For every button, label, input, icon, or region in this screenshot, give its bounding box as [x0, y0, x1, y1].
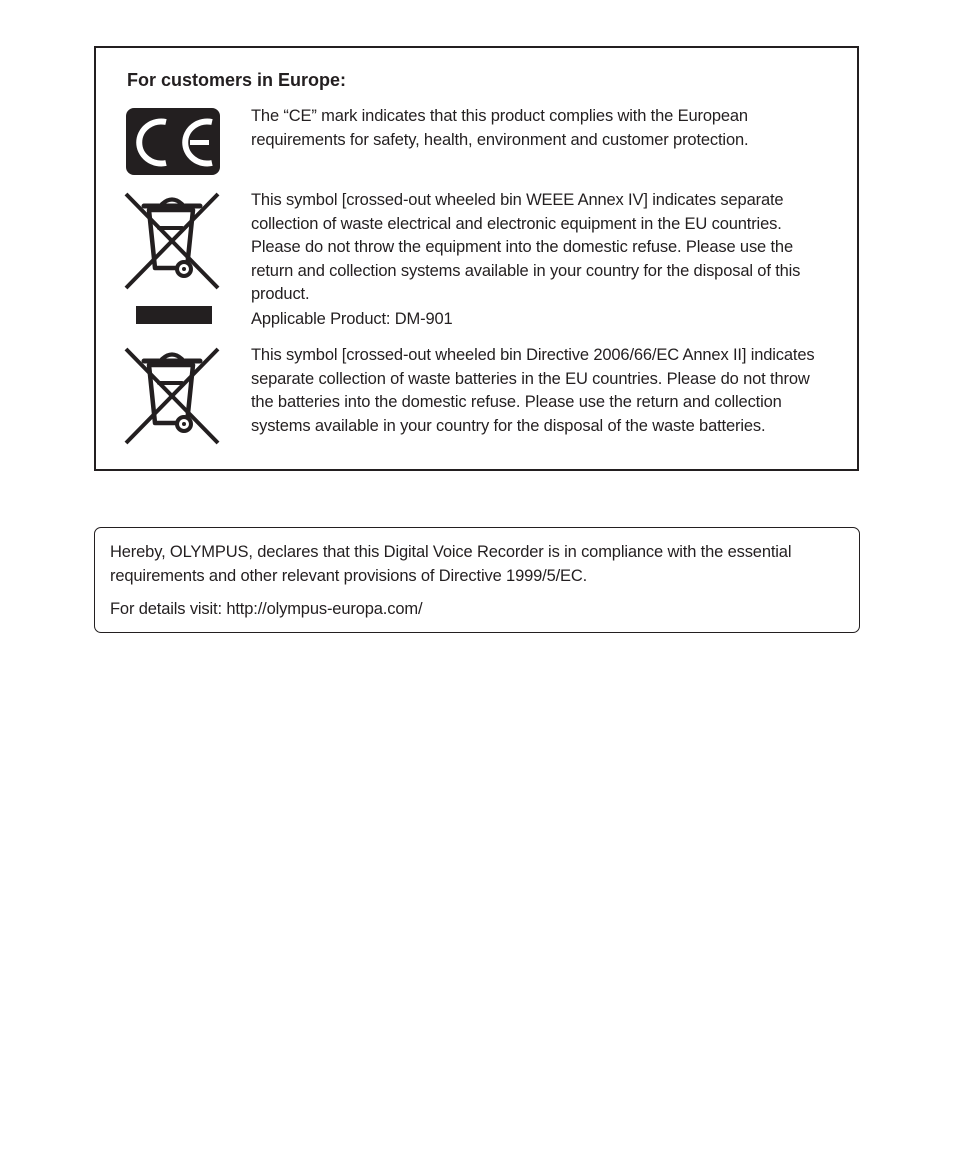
weee-description: This symbol [crossed-out wheeled bin WEEE Annex IV] indicates separate collection of waste electrical and electronic equipment in the EU countries. Please do not throw the equipment into the domestic refuse. Please use the return and collection systems available in your country for the disposal of this product. [251, 191, 801, 303]
crossed-out-wheeled-bin-icon [124, 347, 220, 445]
crossed-out-wheeled-bin-icon [124, 192, 220, 290]
details-link-text: For details visit: http://olympus-europa.com/ [110, 600, 423, 618]
europe-info-box [94, 46, 859, 471]
ce-mark-icon [126, 108, 220, 175]
section-heading: For customers in Europe: [127, 70, 347, 90]
battery-description: This symbol [crossed-out wheeled bin Directive 2006/66/EC Annex II] indicates separate collection of waste batteries in the EU countries. Please do not throw the batteries into the domestic refuse. Please use the return and collection systems available in your country for the disposal of the waste batteries. [251, 346, 815, 435]
applicable-product: Applicable Product: DM-901 [251, 310, 453, 328]
declaration-text: Hereby, OLYMPUS, declares that this Digital Voice Recorder is in compliance with the essential requirements and other relevant provisions of Directive 1999/5/EC. [110, 543, 792, 585]
ce-description: The “CE” mark indicates that this product complies with the European requirements for safety, health, environment and customer protection. [251, 107, 749, 149]
declaration-box [94, 527, 860, 633]
solid-bar-icon [136, 306, 212, 324]
